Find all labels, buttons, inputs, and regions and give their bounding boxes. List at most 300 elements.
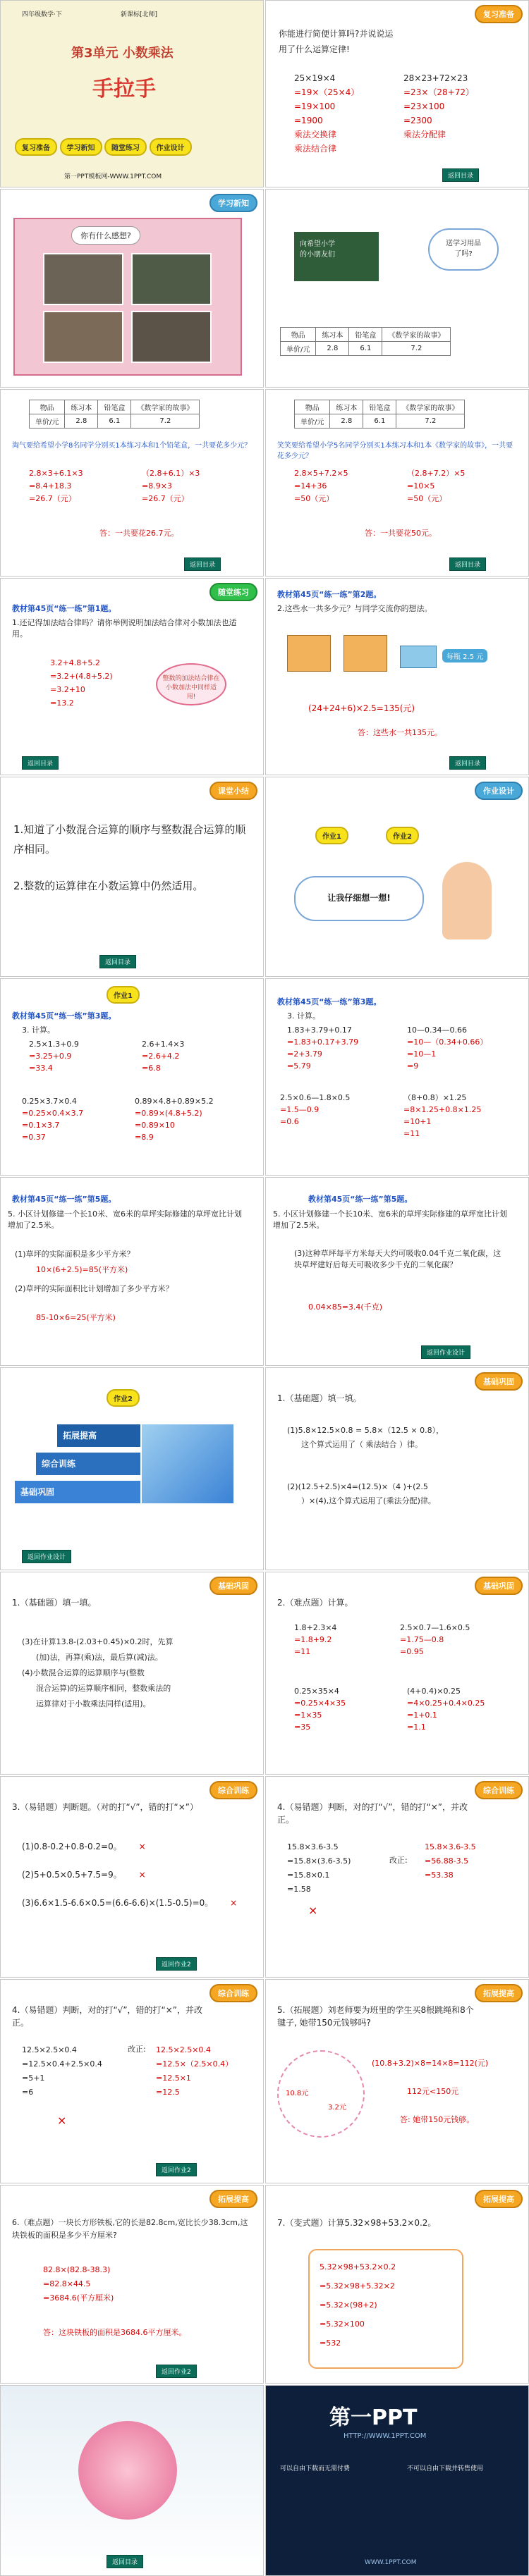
line: 0.89×4.8+0.89×5.2 [135, 1097, 214, 1106]
q: 4.（易错题）判断，对的打“√”，错的打“×”，并改正。 [277, 1802, 468, 1825]
col2a [400, 1622, 470, 1658]
th: 物品 [281, 328, 316, 342]
photo-1 [43, 253, 123, 305]
homework-1-button[interactable]: 作业1 [107, 986, 140, 1004]
line: 15.8×3.6-3.5 [287, 1842, 339, 1851]
girl-figure [442, 862, 492, 939]
mark: × [308, 1904, 318, 1917]
slide-hw2-q5 [265, 1979, 529, 2183]
line: 0.25×35×4 [294, 1687, 339, 1696]
line: =8×1.25+0.8×1.25 [403, 1105, 482, 1114]
left-solution [29, 467, 83, 505]
answer: 答：一共要花50元。 [365, 529, 437, 538]
line: =15.8×(3.6-3.5) [287, 1856, 351, 1866]
line: =10×5 [407, 481, 435, 491]
line: =532 [320, 2338, 341, 2348]
section-tag: 基础巩固 [475, 1577, 523, 1595]
l5: 运算律对于小数乘法同样(适用)。 [36, 1699, 151, 1708]
col2a [407, 1024, 487, 1072]
line: =5+1 [22, 2073, 45, 2083]
unit-title: 第3单元 小数乘法 [71, 46, 174, 61]
solution [50, 656, 113, 710]
slide-example-1 [0, 389, 264, 577]
exercise-title: 教材第45页“练一练”第5题。 [308, 1195, 413, 1204]
q: 1.（基础题）填一填。 [277, 1393, 362, 1403]
right-solution [142, 467, 200, 505]
slide-hw1-d [265, 1177, 529, 1366]
col2a [142, 1038, 184, 1074]
slide-new-lesson [0, 189, 264, 388]
url: HTTP://WWW.1PPT.COM [343, 2432, 427, 2440]
line: =50（元） [407, 494, 447, 503]
td: 2.8 [330, 414, 363, 429]
question: 1.还记得加法结合律吗？请你举例说明加法结合律对小数加法也适用。 [12, 618, 237, 639]
fix-label: 改正: [128, 2045, 146, 2054]
q2: (2)草坪的实际面积比计划增加了多少平方米？ [15, 1284, 174, 1293]
line: =35 [294, 1723, 311, 1732]
line: =3.2+(4.8+5.2) [50, 672, 113, 681]
back-button[interactable]: 返回作业设计 [421, 1345, 470, 1359]
line: =11 [403, 1129, 420, 1138]
line: =0.95 [400, 1647, 424, 1656]
section-tag: 拓展提高 [475, 1984, 523, 2002]
th: 《数学家的故事》 [382, 328, 451, 342]
price-1: 10.8元 [286, 2090, 309, 2097]
th: 练习本 [316, 328, 349, 342]
line: 3.2+4.8+5.2 [50, 658, 100, 667]
section-tag: 综合训练 [209, 1984, 257, 2002]
line: （2.8+6.1）×3 [142, 469, 200, 478]
mark: × [138, 1842, 146, 1851]
solution-box [308, 2249, 463, 2369]
back-button[interactable]: 返回目录 [107, 2555, 143, 2568]
review-left [294, 71, 359, 156]
line: =1.1 [407, 1723, 426, 1732]
line: =10—（0.34+0.66） [407, 1037, 488, 1047]
line: =23×（28+72） [403, 87, 474, 97]
answer: 答: 她带150元钱够。 [400, 2115, 475, 2124]
slide-example-2 [265, 389, 529, 577]
slide-homework-menu [265, 777, 529, 977]
blackboard [294, 232, 379, 281]
th: 铅笔盒 [349, 328, 382, 342]
td: 6.1 [349, 342, 382, 356]
slide-hw2-q3 [0, 1776, 264, 1978]
section-tag: 基础巩固 [209, 1577, 257, 1595]
slide-hw2-q7 [265, 2185, 529, 2384]
slide1-footer: 第一PPT模板网-WWW.1PPT.COM [64, 173, 162, 180]
line: =0.1×3.7 [22, 1121, 60, 1130]
line: =6 [22, 2088, 34, 2097]
line: =23×100 [403, 101, 445, 111]
right [156, 2043, 233, 2100]
back-button[interactable]: 返回目录 [184, 557, 221, 571]
mark: × [138, 1870, 146, 1880]
line: 2.5×0.7—1.6×0.5 [400, 1623, 470, 1632]
line: =33.4 [29, 1064, 53, 1073]
answer: 答：这些水一共135元。 [358, 728, 442, 737]
line: =1.58 [287, 1885, 311, 1894]
logo: 第一PPT [329, 2405, 418, 2430]
note-bubble: 整数的加法结合律在小数加法中同样适用! [156, 663, 226, 705]
back-button[interactable]: 返回作业设计 [22, 1550, 71, 1563]
line: 2.6+1.4×3 [142, 1040, 185, 1049]
col1b [280, 1092, 350, 1128]
nav-button-practice[interactable]: 随堂练习 [104, 138, 147, 156]
section-tag: 课堂小结 [209, 782, 257, 800]
summary-point-2: 2.整数的运算律在小数运算中仍然适用。 [13, 880, 204, 892]
calc: (10.8+3.2)×8=14×8=112(元) [372, 2059, 489, 2068]
section-tag: 综合训练 [209, 1781, 257, 1799]
exercise-title: 教材第45页“练一练”第5题。 [12, 1195, 116, 1204]
line: =12.5×1 [156, 2073, 191, 2083]
line: =8.9 [135, 1133, 154, 1142]
l4: ）×(4),这个算式运用了(乘法分配)律。 [301, 1496, 436, 1505]
td: 2.8 [65, 414, 98, 429]
line: =12.5 [156, 2088, 180, 2097]
line: 1.83+3.79+0.17 [287, 1025, 352, 1035]
line: 2.5×0.6—1.8×0.5 [280, 1093, 351, 1102]
section-tag: 学习新知 [209, 194, 257, 212]
right [425, 1840, 476, 1882]
a1: 10×(6+2.5)=85(平方米) [36, 1265, 128, 1274]
line: =3.25+0.9 [29, 1052, 72, 1061]
line: 28×23+72×23 [403, 73, 468, 83]
solution [43, 2263, 114, 2305]
section-tag: 基础巩固 [475, 1372, 523, 1391]
slide-ending-image [0, 2385, 264, 2576]
line: 10—0.34—0.66 [407, 1025, 467, 1035]
slide-practice-2 [265, 578, 529, 775]
lesson-title: 手拉手 [92, 77, 156, 101]
line: =5.32×(98+2) [320, 2300, 377, 2310]
slide1-button-row [15, 138, 192, 156]
line: =5.32×98+5.32×2 [320, 2281, 395, 2291]
compare: 112元<150元 [407, 2087, 459, 2096]
back-button[interactable]: 返回目录 [442, 168, 479, 182]
nav-button-review[interactable]: 复习准备 [15, 138, 57, 156]
line: （8+0.8）×1.25 [403, 1093, 467, 1102]
question: 2.这些水一共多少元？与同学交流你的想法。 [277, 604, 432, 613]
price-label: 每瓶 2.5 元 [442, 649, 487, 663]
item-3 [22, 1897, 248, 1909]
line: 15.8×3.6-3.5 [425, 1842, 476, 1851]
td: 7.2 [131, 414, 200, 429]
review-right [403, 71, 474, 142]
line: 5.32×98+53.2×0.2 [320, 2262, 396, 2272]
line: 2.5×1.3+0.9 [29, 1040, 79, 1049]
q: 5.（拓展题）刘老师要为班里的学生买8根跳绳和8个毽子, 她带150元钱够吗? [277, 2005, 474, 2028]
line: =9 [407, 1061, 419, 1071]
back-button[interactable]: 返回作业2 [156, 1957, 197, 1971]
section-tag: 复习准备 [475, 5, 523, 23]
back-button[interactable]: 返回目录 [449, 557, 486, 571]
slide-hw1-c [0, 1177, 264, 1366]
slide-ppt-ad [265, 2385, 529, 2576]
section-tag: 拓展提高 [209, 2190, 257, 2208]
line: =3684.6(平方厘米) [43, 2293, 114, 2303]
price-2: 3.2元 [328, 2104, 346, 2112]
blackboard-line: 向希望小学 [300, 240, 335, 248]
question: 5. 小区计划修建一个长10米、宽6米的草坪实际修建的草坪宽比计划增加了2.5米。 [8, 1209, 242, 1230]
left-solution [294, 467, 348, 505]
stairs [142, 1424, 233, 1503]
line: =53.38 [425, 1871, 454, 1880]
col1a [29, 1038, 79, 1074]
left [287, 1840, 351, 1897]
summary-point-1: 1.知道了小数混合运算的顺序与整数混合运算的顺序相同。 [13, 823, 246, 856]
line: 1.8+2.3×4 [294, 1623, 337, 1632]
td: 单价/元 [30, 414, 65, 429]
th: 铅笔盒 [363, 400, 396, 414]
question: 5. 小区计划修建一个长10米、宽6米的草坪实际修建的草坪宽比计划增加了2.5米。 [273, 1209, 507, 1230]
line: =10—1 [407, 1049, 437, 1059]
slide-hw2-q1b [0, 1572, 264, 1775]
price-table [280, 327, 451, 356]
line: =0.37 [22, 1133, 46, 1142]
q3: (3)这种草坪每平方米每天大约可吸收0.04千克二氧化碳，这块草坪建好后每天可吸收多少千克的二氧化碳？ [294, 1249, 501, 1269]
slide-hw2-q1a [265, 1367, 529, 1570]
thought-bubble [294, 876, 424, 921]
back-button[interactable]: 返回作业2 [156, 2365, 197, 2378]
col2b [407, 1685, 485, 1733]
header-left: 四年级数学·下 [22, 11, 62, 18]
back-button[interactable]: 返回目录 [22, 756, 59, 770]
line: 乘法分配律 [403, 130, 446, 140]
line: =12.5×（2.5×0.4） [156, 2059, 233, 2069]
q: 6.（难点题）一块长方形铁板,它的长是82.8cm,宽比长少38.3cm,这块铁板的面积是多少平方厘米? [12, 2218, 248, 2240]
l2: (加)法，再算(乘)法，最后算(减)法。 [36, 1653, 163, 1662]
td: 7.2 [382, 342, 451, 356]
q: 1.（基础题）填一填。 [12, 1598, 97, 1608]
slide-title [0, 0, 264, 187]
speech-line: 了吗? [454, 250, 473, 258]
blackboard-line: 的小朋友们 [300, 251, 335, 259]
water-bottles [400, 646, 437, 668]
step-extension[interactable]: 拓展提高 [57, 1424, 140, 1447]
line: （2.8+7.2）×5 [407, 469, 466, 478]
col1a [287, 1024, 358, 1072]
td: 6.1 [98, 414, 131, 429]
item-text: (1)0.8-0.2+0.8-0.2=0。 [22, 1842, 122, 1851]
td: 7.2 [396, 414, 465, 429]
q: 3.（易错题）判断题。（对的打“√”，错的打“×”） [12, 1802, 199, 1812]
line: 乘法交换律 [294, 130, 337, 140]
line: =0.89×10 [135, 1121, 175, 1130]
item-1 [22, 1840, 146, 1852]
left [22, 2043, 102, 2100]
line: =1+0.1 [407, 1711, 437, 1720]
line: =10+1 [403, 1117, 432, 1126]
line: 0.25×3.7×0.4 [22, 1097, 77, 1106]
l1: (3)在计算13.8-(2.03+0.45)×0.2时，先算 [22, 1637, 174, 1646]
line: 12.5×2.5×0.4 [22, 2045, 77, 2054]
section-tag: 随堂练习 [209, 583, 257, 601]
th: 物品 [295, 400, 330, 414]
l4: 混合运算)的运算顺序相同，整数乘法的 [36, 1684, 171, 1693]
section-tag: 综合训练 [475, 1781, 523, 1799]
slide-hw2-menu [0, 1367, 264, 1570]
calc: (24+24+6)×2.5=135(元) [308, 703, 415, 713]
section-tag: 作业设计 [475, 782, 523, 800]
col1-title: 可以自由下载而无需付费 [280, 2465, 351, 2472]
question: 淘气要给希望小学8名同学分别买1本练习本和1个铅笔盒，一共要花多少元？ [12, 442, 252, 450]
answer: 答：这块铁板的面积是3684.6平方厘米。 [43, 2328, 187, 2337]
td: 单价/元 [281, 342, 316, 356]
line: =1900 [294, 116, 323, 125]
answer: 答：一共要花26.7元。 [99, 529, 179, 538]
line: =1×35 [294, 1711, 322, 1720]
line: =5.32×100 [320, 2319, 365, 2329]
line: =56.88-3.5 [425, 1856, 469, 1866]
slide-scene [265, 189, 529, 388]
line: =0.89×(4.8+5.2) [135, 1109, 202, 1118]
a3: 0.04×85=3.4(千克) [308, 1302, 382, 1312]
mark: × [230, 1898, 238, 1908]
bubble: 你有什么感想? [71, 226, 140, 245]
l3: (2)(12.5+2.5)×4=(12.5)×（4 )+(2.5 [287, 1482, 428, 1491]
line: 82.8×(82.8-38.3) [43, 2265, 111, 2274]
q: 2.（难点题）计算。 [277, 1598, 353, 1608]
line: =5.79 [287, 1061, 311, 1071]
item-text: (3)6.6×1.5-6.6×0.5=(6.6-6.6)×(1.5-0.5)=0。 [22, 1898, 214, 1908]
water-box-1 [287, 635, 331, 672]
price-table [294, 400, 465, 429]
exercise-title: 教材第45页“练一练”第3题。 [12, 1011, 116, 1021]
homework-2-button[interactable]: 作业2 [386, 827, 419, 844]
line: =82.8×44.5 [43, 2279, 91, 2288]
col2b [403, 1092, 481, 1140]
line: (4+0.4)×0.25 [407, 1687, 461, 1696]
line: 2.8×5+7.2×5 [294, 469, 348, 478]
line: =11 [294, 1647, 311, 1656]
line: =1.5—0.9 [280, 1105, 320, 1114]
line: =2300 [403, 116, 432, 125]
a2: 85-10×6=25(平方米) [36, 1313, 116, 1322]
slide-hw1-b [265, 978, 529, 1176]
line: =0.25×4×35 [294, 1699, 346, 1708]
exercise-title: 教材第45页“练一练”第3题。 [277, 997, 382, 1006]
review-question-2: 用了什么运算定律! [279, 44, 350, 54]
fix-label: 改正: [389, 1856, 408, 1865]
back-button[interactable]: 返回作业2 [156, 2163, 197, 2176]
slide-hw2-q4a [265, 1776, 529, 1978]
line: 乘法结合律 [294, 144, 337, 154]
step-basic[interactable]: 基础巩固 [15, 1481, 140, 1503]
slide-summary [0, 777, 264, 977]
line: =2.6+4.2 [142, 1052, 180, 1061]
question: 笑笑要给希望小学5名同学分别买1本练习本和1本《数学家的故事》，一共要花多少元？ [277, 442, 513, 460]
line: =2+3.79 [287, 1049, 322, 1059]
line: =0.6 [280, 1117, 299, 1126]
sub: 3. 计算。 [287, 1011, 320, 1021]
thought-text: 让我仔细想一想! [327, 893, 391, 903]
th: 铅笔盒 [98, 400, 131, 414]
water-box-2 [343, 635, 387, 672]
line: 2.8×3+6.1×3 [29, 469, 83, 478]
line: =26.7（元） [29, 494, 76, 503]
l1: (1)5.8×12.5×0.8 = 5.8×（12.5 × 0.8）， [287, 1426, 444, 1435]
line: =1.8+9.2 [294, 1635, 332, 1644]
photo-frame [13, 218, 242, 376]
line: =1.75—0.8 [400, 1635, 444, 1644]
slide-practice-1 [0, 578, 264, 775]
col1a [294, 1622, 336, 1658]
homework-2-button[interactable]: 作业2 [107, 1389, 140, 1407]
back-button[interactable]: 返回目录 [99, 955, 136, 968]
line: =26.7（元） [142, 494, 189, 503]
review-question-1: 你能进行简便计算吗?并说说运 [279, 29, 394, 39]
homework-1-button[interactable]: 作业1 [315, 827, 348, 844]
mark: × [57, 2114, 67, 2127]
th: 练习本 [330, 400, 363, 414]
line: =3.2+10 [50, 685, 85, 694]
photo-2 [131, 253, 212, 305]
line: 12.5×2.5×0.4 [156, 2045, 211, 2054]
line: =6.8 [142, 1064, 161, 1073]
speech-bubble [428, 228, 499, 271]
slide-review [265, 0, 529, 187]
line: =13.2 [50, 698, 74, 708]
slide-hw1-a [0, 978, 264, 1176]
td: 6.1 [363, 414, 396, 429]
col2-title: 不可以自由下载并转售使用 [407, 2465, 484, 2472]
col1b [294, 1685, 346, 1733]
item-text: (2)5+0.5×0.5+7.5=9。 [22, 1870, 122, 1880]
slide-hw2-q6 [0, 2185, 264, 2384]
th: 《数学家的故事》 [131, 400, 200, 414]
line: =8.4+18.3 [29, 481, 72, 491]
line: =4×0.25+0.4×0.25 [407, 1699, 485, 1708]
sub: 3. 计算。 [22, 1025, 55, 1035]
th: 物品 [30, 400, 65, 414]
line: =1.83+0.17+3.79 [287, 1037, 359, 1047]
slide-hw2-q2 [265, 1572, 529, 1775]
price-table [29, 400, 200, 429]
header-right: 新课标[北师] [121, 11, 158, 18]
td: 单价/元 [295, 414, 330, 429]
col2b [135, 1095, 214, 1143]
line: =0.25×0.4×3.7 [22, 1109, 84, 1118]
line: =19×100 [294, 101, 336, 111]
th: 《数学家的故事》 [396, 400, 465, 414]
q1: (1)草坪的实际面积是多少平方米？ [15, 1250, 135, 1259]
photo-4 [131, 311, 212, 363]
q: 4.（易错题）判断，对的打“√”，错的打“×”，并改正。 [12, 2005, 203, 2028]
exercise-title: 教材第45页“练一练”第2题。 [277, 590, 382, 599]
product-box [277, 2050, 365, 2138]
item-2 [22, 1868, 146, 1880]
step-integrated[interactable]: 综合训练 [36, 1453, 140, 1475]
slide-hw2-q4b [0, 1979, 264, 2183]
line: =14+36 [294, 481, 327, 491]
photo-3 [43, 311, 123, 363]
line: =50（元） [294, 494, 334, 503]
flower-illustration [78, 2421, 177, 2520]
nav-button-new[interactable]: 学习新知 [60, 138, 102, 156]
q: 7.（变式题）计算5.32×98+53.2×0.2。 [277, 2218, 437, 2228]
line: =15.8×0.1 [287, 1871, 330, 1880]
l3: (4)小数混合运算的运算顺序与(整数 [22, 1668, 145, 1677]
nav-button-homework[interactable]: 作业设计 [150, 138, 192, 156]
footer: WWW.1PPT.COM [365, 2559, 417, 2566]
back-button[interactable]: 返回目录 [449, 756, 486, 770]
speech-line: 送学习用品 [446, 240, 481, 247]
l2: 这个算式运用了（ 乘法结合 ）律。 [301, 1440, 422, 1449]
col1b [22, 1095, 83, 1143]
line: =19×（25×4） [294, 87, 360, 97]
right-solution [407, 467, 465, 505]
